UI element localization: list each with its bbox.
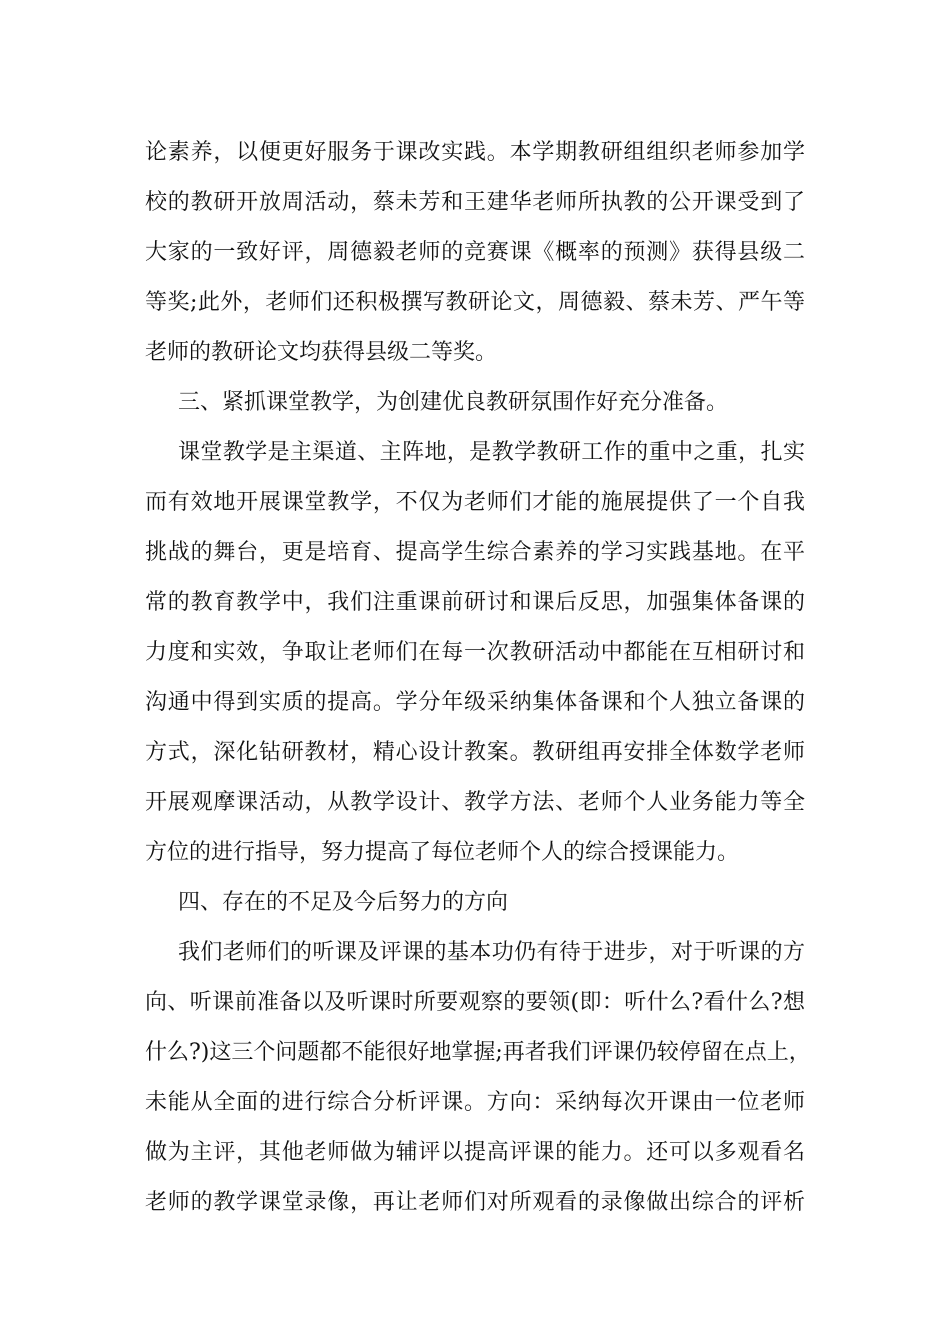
text-line: 做为主评，其他老师做为辅评以提高评课的能力。还可以多观看名 (145, 1140, 805, 1165)
section-heading-3: 三、紧抓课堂教学，为创建优良教研氛围作好充分准备。 (178, 390, 729, 415)
text-line: 什么?)这三个问题都不能很好地掌握;再者我们评课仍较停留在点上， (145, 1040, 811, 1065)
text-line: 方位的进行指导，努力提高了每位老师个人的综合授课能力。 (145, 840, 740, 865)
text-line: 力度和实效，争取让老师们在每一次教研活动中都能在互相研讨和 (145, 640, 805, 665)
text-line: 论素养，以便更好服务于课改实践。本学期教研组组织老师参加学 (145, 140, 805, 165)
text-line: 沟通中得到实质的提高。学分年级采纳集体备课和个人独立备课的 (145, 690, 805, 715)
document-body (145, 128, 811, 1228)
text-line: 而有效地开展课堂教学，不仅为老师们才能的施展提供了一个自我 (145, 490, 805, 515)
text-line: 向、听课前准备以及听课时所要观察的要领(即：听什么?看什么?想 (145, 990, 805, 1015)
text-line: 常的教育教学中，我们注重课前研讨和课后反思，加强集体备课的 (145, 590, 805, 615)
section-heading-4: 四、存在的不足及今后努力的方向 (178, 890, 509, 915)
text-line: 等奖;此外，老师们还积极撰写教研论文，周德毅、蔡未芳、严午等 (145, 290, 805, 315)
text-line: 方式，深化钻研教材，精心设计教案。教研组再安排全体数学老师 (145, 740, 805, 765)
text-line: 挑战的舞台，更是培育、提高学生综合素养的学习实践基地。在平 (145, 540, 805, 565)
text-line: 大家的一致好评，周德毅老师的竞赛课《概率的预测》获得县级二 (145, 240, 805, 265)
text-line: 老师的教研论文均获得县级二等奖。 (145, 340, 498, 365)
text-line: 校的教研开放周活动，蔡未芳和王建华老师所执教的公开课受到了 (145, 190, 805, 215)
text-line: 未能从全面的进行综合分析评课。方向：采纳每次开课由一位老师 (145, 1090, 805, 1115)
text-line: 我们老师们的听课及评课的基本功仍有待于进步，对于听课的方 (178, 940, 805, 965)
text-line: 开展观摩课活动，从教学设计、教学方法、老师个人业务能力等全 (145, 790, 805, 815)
text-line: 课堂教学是主渠道、主阵地，是教学教研工作的重中之重，扎实 (178, 440, 805, 465)
text-line: 老师的教学课堂录像，再让老师们对所观看的录像做出综合的评析 (145, 1190, 805, 1215)
